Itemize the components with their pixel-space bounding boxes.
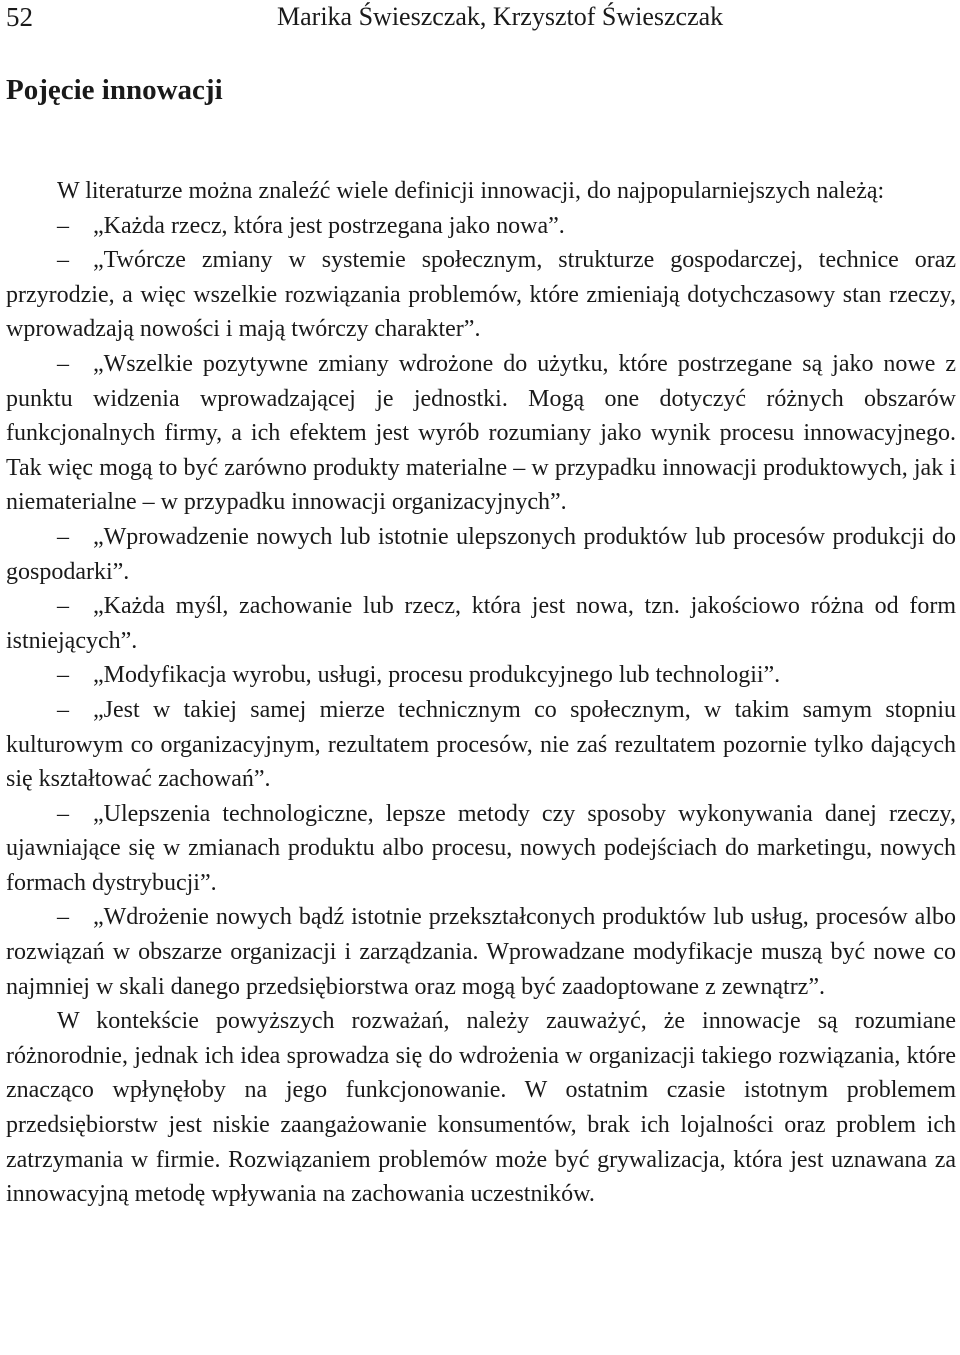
list-item [6, 900, 956, 1004]
list-item [6, 693, 956, 797]
list-item-text: „Każda rzecz, która jest postrzegana jako nowa”. [93, 212, 565, 239]
list-item-text: „Ulepszenia technologiczne, lepsze metody czy sposoby wykonywania danej rzeczy, ujawniające się w zmianach produktu albo procesu, nowych podejściach do marketingu, nowych formach dystrybucji”. [6, 800, 956, 896]
body-text [6, 174, 956, 1212]
list-item [6, 243, 956, 347]
list-item-text: „Modyfikacja wyrobu, usługi, procesu produkcyjnego lub technologii”. [93, 662, 781, 689]
list-item [6, 797, 956, 901]
list-dash: – [57, 800, 69, 827]
page-header [0, 0, 960, 40]
list-dash: – [57, 350, 69, 377]
list-item-text: „Twórcze zmiany w systemie społecznym, strukturze gospodarczej, technice oraz przyrodzie, a więc wszelkie rozwiązania problemów, które zmieniają dotychczasowy stan rzeczy, wprowadzają nowości i mają twórczy charakter”. [6, 247, 956, 343]
list-item [6, 209, 956, 244]
list-dash: – [57, 662, 69, 689]
list-dash: – [57, 212, 69, 239]
list-dash: – [57, 593, 69, 620]
running-head-authors: Marika Świeszczak, Krzysztof Świeszczak [277, 2, 724, 31]
list-item-text: „Wdrożenie nowych bądź istotnie przekształconych produktów lub usług, procesów albo rozwiązań w obszarze organizacji i zarządzania. Wprowadzane modyfikacje muszą być nowe co najmniej w skali danego przedsiębiorstwa oraz mogą być zaadoptowane z zewnątrz”. [6, 904, 956, 1000]
list-item [6, 589, 956, 658]
list-item-text: „Wprowadzenie nowych lub istotnie ulepszonych produktów lub procesów produkcji do gospodarki”. [6, 523, 956, 585]
list-dash: – [57, 247, 69, 274]
list-item-text: „Jest w takiej samej mierze technicznym co społecznym, w takim samym stopniu kulturowym co organizacyjnym, rezultatem procesów, nie zaś rezultatem pozornie tylko dających się kształtować zachowań”. [6, 696, 956, 793]
list-dash: – [57, 904, 69, 931]
list-item [6, 658, 956, 693]
list-dash: – [57, 696, 69, 723]
list-item-text: „Każda myśl, zachowanie lub rzecz, która jest nowa, tzn. jakościowo różna od form istniejących”. [6, 593, 956, 654]
section-title: Pojęcie innowacji [6, 74, 223, 106]
list-item [6, 347, 956, 520]
conclusion-paragraph: W kontekście powyższych rozważań, należy zauważyć, że innowacje są rozumiane różnorodnie, jednak ich idea sprowadza się do wdrożenia w organizacji takiego rozwiązania, które znacząco wpłynęłoby na jego funkcjonowanie. W ostatnim czasie istotnym problemem przedsiębiorstw jest niskie zaangażowanie konsumentów, brak ich lojalności oraz problem ich zatrzymania w firmie. Rozwiązaniem problemów może być grywalizacja, która jest uznawana za innowacyjną metodę wpływania na zachowania uczestników. [6, 1008, 956, 1208]
list-item [6, 520, 956, 589]
list-item-text: „Wszelkie pozytywne zmiany wdrożone do użytku, które postrzegane są jako nowe z punktu widzenia wprowadzającej je jednostki. Mogą one dotyczyć różnych obszarów funkcjonalnych firmy, a ich efektem jest wyrób rozumiany jako wynik procesu innowacyjnego. Tak więc mogą to być zarówno produkty materialne – w przypadku innowacji produktowych, jak i niematerialne – w przypadku innowacji organizacyjnych”. [6, 350, 956, 516]
page-number: 52 [6, 2, 33, 32]
list-dash: – [57, 523, 69, 550]
intro-paragraph: W literaturze można znaleźć wiele definicji innowacji, do najpopularniejszych należą: [57, 178, 885, 204]
